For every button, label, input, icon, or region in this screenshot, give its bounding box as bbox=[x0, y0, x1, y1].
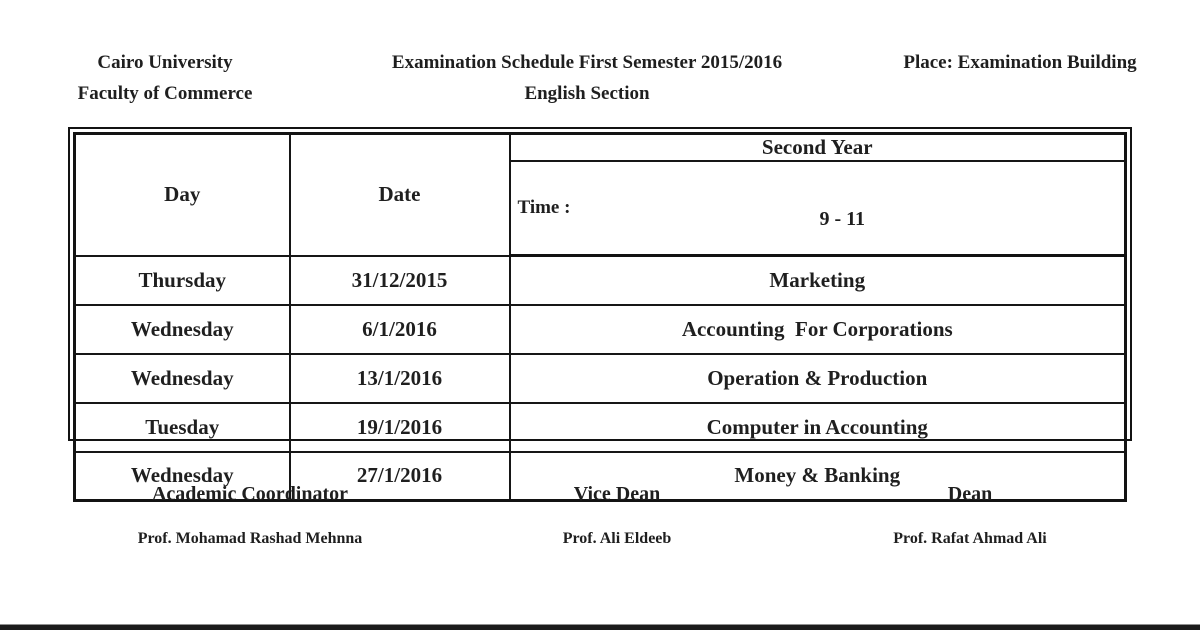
cell-day: Wednesday bbox=[75, 354, 290, 403]
col-header-day: Day bbox=[75, 134, 290, 256]
cell-subject: Computer in Accounting bbox=[510, 403, 1126, 452]
university-name: Cairo University bbox=[97, 52, 233, 73]
cell-date: 19/1/2016 bbox=[290, 403, 510, 452]
signature-name: Prof. Ali Eldeeb bbox=[562, 530, 672, 547]
exam-schedule-table bbox=[73, 132, 1127, 502]
time-label: Time : bbox=[517, 197, 571, 218]
cell-date: 27/1/2016 bbox=[290, 452, 510, 501]
cell-day: Wednesday bbox=[75, 452, 290, 501]
cell-subject: Money & Banking bbox=[510, 452, 1126, 501]
cell-date: 31/12/2015 bbox=[290, 256, 510, 305]
cell-date: 6/1/2016 bbox=[290, 305, 510, 354]
section-label: English Section bbox=[524, 83, 650, 104]
cell-subject: Operation & Production bbox=[510, 354, 1126, 403]
cell-subject: Accounting For Corporations bbox=[510, 305, 1126, 354]
signature-vice-dean bbox=[467, 483, 767, 549]
document-title-block bbox=[287, 47, 887, 109]
signature-name: Prof. Mohamad Rashad Mehnna bbox=[137, 530, 363, 547]
institution-block bbox=[55, 47, 275, 109]
cell-day: Tuesday bbox=[75, 403, 290, 452]
exam-schedule-table-frame bbox=[68, 127, 1132, 488]
signature-title: Dean bbox=[947, 483, 993, 505]
table-row bbox=[75, 403, 1126, 452]
cell-date: 13/1/2016 bbox=[290, 354, 510, 403]
col-header-date: Date bbox=[290, 134, 510, 256]
signature-dean bbox=[820, 483, 1120, 549]
col-header-second-year: Second Year bbox=[510, 134, 1126, 162]
signature-title: Vice Dean bbox=[573, 483, 661, 505]
table-row bbox=[75, 256, 1126, 305]
table-row bbox=[75, 354, 1126, 403]
cell-day: Thursday bbox=[75, 256, 290, 305]
signature-title: Academic Coordinator bbox=[151, 483, 349, 505]
document-title: Examination Schedule First Semester 2015/2016 bbox=[391, 52, 783, 73]
time-value: 9 - 11 bbox=[819, 208, 866, 230]
signature-academic-coordinator bbox=[100, 483, 400, 549]
faculty-name: Faculty of Commerce bbox=[77, 83, 253, 104]
bottom-edge-strip bbox=[0, 624, 1200, 630]
place-label: Place: Examination Building bbox=[903, 52, 1137, 73]
time-cell bbox=[510, 161, 1126, 256]
table-header-row bbox=[75, 134, 1126, 162]
table-row bbox=[75, 305, 1126, 354]
cell-day: Wednesday bbox=[75, 305, 290, 354]
signature-name: Prof. Rafat Ahmad Ali bbox=[893, 530, 1047, 547]
cell-subject: Marketing bbox=[510, 256, 1126, 305]
place-block bbox=[860, 47, 1180, 78]
